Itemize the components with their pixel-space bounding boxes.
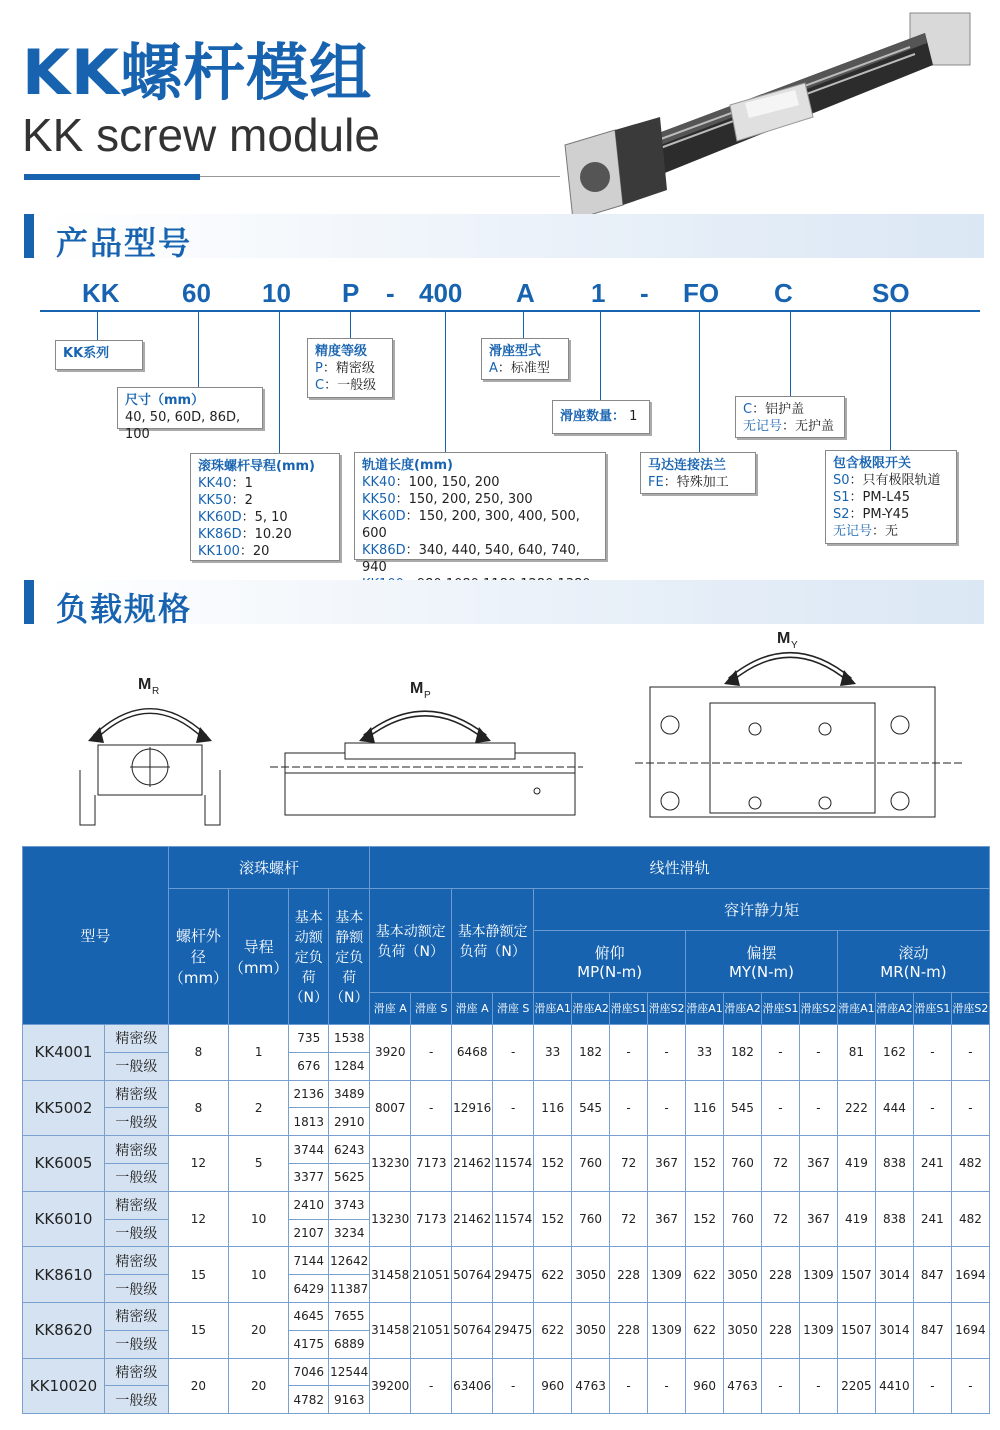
table-cell: 7173 bbox=[411, 1136, 452, 1192]
table-cell: 419 bbox=[837, 1191, 875, 1247]
table-cell: 10 bbox=[229, 1247, 289, 1303]
table-cell: 222 bbox=[837, 1080, 875, 1136]
table-cell: 1694 bbox=[951, 1247, 989, 1303]
table-cell: 545 bbox=[572, 1080, 610, 1136]
connector-line bbox=[790, 312, 791, 397]
table-cell: 152 bbox=[686, 1191, 724, 1247]
table-cell: 11387 bbox=[329, 1275, 370, 1303]
subheader-slider: 滑座S1 bbox=[913, 993, 951, 1025]
grade-cell: 精密级 bbox=[104, 1247, 168, 1275]
header-rail-static: 基本静额定负荷（N） bbox=[452, 889, 534, 993]
header-pitch: 俯仰 MP(N-m) bbox=[534, 931, 686, 993]
table-cell: - bbox=[951, 1025, 989, 1081]
model-cell: KK5002 bbox=[23, 1080, 105, 1136]
table-cell: - bbox=[913, 1025, 951, 1081]
subheader-slider: 滑座S1 bbox=[761, 993, 799, 1025]
table-cell: 3489 bbox=[329, 1080, 370, 1108]
model-cell: KK6005 bbox=[23, 1136, 105, 1192]
table-cell: 50764 bbox=[452, 1302, 493, 1358]
subheader-slider: 滑座 A bbox=[370, 993, 411, 1025]
table-cell: 676 bbox=[289, 1052, 329, 1080]
box-limit-switch: 包含极限开关 S0：只有极限轨道 S1：PM-L45 S2：PM-Y45 无记号：无 bbox=[825, 450, 957, 544]
table-cell: 4645 bbox=[289, 1302, 329, 1330]
table-cell: 2 bbox=[229, 1080, 289, 1136]
table-cell: - bbox=[610, 1025, 648, 1081]
table-cell: 81 bbox=[837, 1025, 875, 1081]
table-cell: 2410 bbox=[289, 1191, 329, 1219]
subheader-slider: 滑座 S bbox=[411, 993, 452, 1025]
table-cell: 152 bbox=[534, 1136, 572, 1192]
table-cell: 5625 bbox=[329, 1163, 370, 1191]
connector-line bbox=[350, 312, 351, 338]
grade-cell: 一般级 bbox=[104, 1219, 168, 1247]
grade-cell: 一般级 bbox=[104, 1108, 168, 1136]
header-linear-rail: 线性滑轨 bbox=[370, 847, 990, 889]
table-cell: 8 bbox=[168, 1080, 228, 1136]
section-header-load bbox=[24, 580, 984, 628]
table-cell: 1309 bbox=[799, 1247, 837, 1303]
table-cell: 847 bbox=[913, 1247, 951, 1303]
table-cell: 1 bbox=[229, 1025, 289, 1081]
table-cell: 760 bbox=[724, 1136, 762, 1192]
load-spec-table bbox=[22, 846, 990, 1414]
table-cell: 7173 bbox=[411, 1191, 452, 1247]
table-cell: 39200 bbox=[370, 1358, 411, 1414]
table-cell: 2205 bbox=[837, 1358, 875, 1414]
subheader-slider: 滑座A2 bbox=[572, 993, 610, 1025]
table-cell: 4763 bbox=[724, 1358, 762, 1414]
model-cell: KK10020 bbox=[23, 1358, 105, 1414]
table-cell: 482 bbox=[951, 1136, 989, 1192]
header-moment: 容许静力矩 bbox=[534, 889, 990, 931]
module-product-image bbox=[555, 5, 975, 220]
connector-line bbox=[279, 312, 280, 453]
table-cell: 2107 bbox=[289, 1219, 329, 1247]
diagram-roll-mr bbox=[70, 665, 230, 835]
table-cell: - bbox=[411, 1080, 452, 1136]
label-mr: M bbox=[138, 676, 152, 693]
table-cell: 9163 bbox=[329, 1386, 370, 1414]
section-title-load: 负载规格 bbox=[56, 590, 193, 628]
table-row bbox=[23, 1302, 990, 1330]
table-cell: 7046 bbox=[289, 1358, 329, 1386]
table-cell: 116 bbox=[534, 1080, 572, 1136]
table-cell: 7655 bbox=[329, 1302, 370, 1330]
connector-line bbox=[600, 312, 601, 400]
table-cell: 3050 bbox=[572, 1302, 610, 1358]
code-lead: 10 bbox=[262, 278, 291, 308]
table-cell: 1284 bbox=[329, 1052, 370, 1080]
header-rail-dynamic: 基本动额定负荷（N） bbox=[370, 889, 452, 993]
table-cell: - bbox=[761, 1080, 799, 1136]
subheader-slider: 滑座A1 bbox=[534, 993, 572, 1025]
table-cell: 7144 bbox=[289, 1247, 329, 1275]
table-row bbox=[23, 1136, 990, 1164]
box-size: 尺寸（mm） 40, 50, 60D, 86D, 100 bbox=[117, 387, 263, 429]
table-cell: 72 bbox=[610, 1136, 648, 1192]
header-dynamic-load: 基本动额定负荷（N） bbox=[289, 889, 329, 1025]
box-series: KK系列 bbox=[55, 340, 143, 370]
table-row bbox=[23, 1247, 990, 1275]
connector-line bbox=[890, 312, 891, 450]
table-cell: 50764 bbox=[452, 1247, 493, 1303]
subheader-slider: 滑座S1 bbox=[610, 993, 648, 1025]
section-title-model: 产品型号 bbox=[56, 224, 193, 262]
connector-line bbox=[97, 312, 98, 340]
table-cell: 182 bbox=[724, 1025, 762, 1081]
table-cell: 6468 bbox=[452, 1025, 493, 1081]
table-cell: 3050 bbox=[572, 1247, 610, 1303]
table-cell: 6889 bbox=[329, 1330, 370, 1358]
table-cell: 735 bbox=[289, 1025, 329, 1053]
table-cell: 63406 bbox=[452, 1358, 493, 1414]
header-roll: 滚动 MR(N-m) bbox=[837, 931, 989, 993]
table-cell: 960 bbox=[534, 1358, 572, 1414]
table-cell: - bbox=[610, 1358, 648, 1414]
table-cell: 21462 bbox=[452, 1191, 493, 1247]
model-cell: KK6010 bbox=[23, 1191, 105, 1247]
table-cell: 6243 bbox=[329, 1136, 370, 1164]
table-cell: 3050 bbox=[724, 1247, 762, 1303]
table-cell: 367 bbox=[648, 1191, 686, 1247]
table-cell: 13230 bbox=[370, 1136, 411, 1192]
table-cell: - bbox=[648, 1080, 686, 1136]
table-cell: 1309 bbox=[799, 1302, 837, 1358]
title-divider bbox=[200, 176, 560, 177]
table-cell: 182 bbox=[572, 1025, 610, 1081]
table-cell: 15 bbox=[168, 1247, 228, 1303]
table-cell: - bbox=[493, 1025, 534, 1081]
code-baseline bbox=[40, 310, 980, 312]
table-row bbox=[23, 1358, 990, 1386]
table-cell: 1309 bbox=[648, 1302, 686, 1358]
diagram-yaw-my bbox=[635, 625, 965, 825]
table-cell: 3050 bbox=[724, 1302, 762, 1358]
subheader-slider: 滑座A1 bbox=[837, 993, 875, 1025]
table-cell: 4175 bbox=[289, 1330, 329, 1358]
table-cell: - bbox=[913, 1080, 951, 1136]
table-cell: 152 bbox=[534, 1191, 572, 1247]
table-cell: 20 bbox=[168, 1358, 228, 1414]
table-cell: 960 bbox=[686, 1358, 724, 1414]
table-cell: - bbox=[411, 1358, 452, 1414]
table-cell: 760 bbox=[572, 1136, 610, 1192]
table-cell: - bbox=[411, 1025, 452, 1081]
code-dash: - bbox=[386, 278, 395, 308]
table-cell: 367 bbox=[799, 1191, 837, 1247]
grade-cell: 精密级 bbox=[104, 1358, 168, 1386]
table-cell: 444 bbox=[875, 1080, 913, 1136]
table-cell: 3743 bbox=[329, 1191, 370, 1219]
table-cell: - bbox=[648, 1025, 686, 1081]
table-cell: 13230 bbox=[370, 1191, 411, 1247]
table-cell: 8 bbox=[168, 1025, 228, 1081]
connector-line bbox=[699, 312, 700, 452]
table-cell: - bbox=[913, 1358, 951, 1414]
grade-cell: 一般级 bbox=[104, 1052, 168, 1080]
table-cell: 622 bbox=[534, 1302, 572, 1358]
table-cell: 622 bbox=[534, 1247, 572, 1303]
connector-line bbox=[198, 312, 199, 387]
code-count: 1 bbox=[591, 278, 606, 308]
table-cell: 622 bbox=[686, 1302, 724, 1358]
section-header-model bbox=[24, 214, 984, 262]
table-cell: 5 bbox=[229, 1136, 289, 1192]
grade-cell: 一般级 bbox=[104, 1163, 168, 1191]
table-cell: 21051 bbox=[411, 1247, 452, 1303]
label-my: M bbox=[777, 630, 791, 647]
code-switch: SO bbox=[872, 278, 910, 308]
table-cell: 228 bbox=[761, 1247, 799, 1303]
diagram-pitch-mp bbox=[265, 675, 585, 830]
table-cell: 72 bbox=[610, 1191, 648, 1247]
header-static-load: 基本静额定负荷（N） bbox=[329, 889, 370, 1025]
grade-cell: 精密级 bbox=[104, 1136, 168, 1164]
table-cell: 152 bbox=[686, 1136, 724, 1192]
grade-cell: 一般级 bbox=[104, 1275, 168, 1303]
connector-line bbox=[523, 312, 524, 338]
table-cell: 3014 bbox=[875, 1302, 913, 1358]
table-cell: 1694 bbox=[951, 1302, 989, 1358]
table-cell: 8007 bbox=[370, 1080, 411, 1136]
model-cell: KK8620 bbox=[23, 1302, 105, 1358]
table-cell: 241 bbox=[913, 1191, 951, 1247]
label-mp: M bbox=[410, 680, 424, 697]
table-cell: 1538 bbox=[329, 1025, 370, 1053]
subheader-slider: 滑座 A bbox=[452, 993, 493, 1025]
table-row bbox=[23, 1080, 990, 1108]
table-cell: - bbox=[648, 1358, 686, 1414]
table-cell: 1507 bbox=[837, 1302, 875, 1358]
code-kk: KK bbox=[82, 278, 120, 308]
subheader-slider: 滑座A2 bbox=[875, 993, 913, 1025]
subheader-slider: 滑座S2 bbox=[951, 993, 989, 1025]
table-cell: - bbox=[610, 1080, 648, 1136]
box-lead: 滚珠螺杆导程(mm) KK40：1 KK50：2 KK60D：5, 10 KK86D：10.20 KK100：20 bbox=[190, 453, 340, 561]
table-cell: 6429 bbox=[289, 1275, 329, 1303]
table-cell: 12 bbox=[168, 1136, 228, 1192]
header-yaw: 偏摆 MY(N-m) bbox=[686, 931, 838, 993]
grade-cell: 精密级 bbox=[104, 1025, 168, 1053]
table-cell: 11574 bbox=[493, 1136, 534, 1192]
table-cell: 760 bbox=[724, 1191, 762, 1247]
subheader-slider: 滑座 S bbox=[493, 993, 534, 1025]
table-cell: - bbox=[761, 1358, 799, 1414]
table-cell: 1813 bbox=[289, 1108, 329, 1136]
label-mp-sub: P bbox=[424, 690, 431, 701]
table-cell: 241 bbox=[913, 1136, 951, 1192]
table-cell: 20 bbox=[229, 1302, 289, 1358]
table-cell: 3920 bbox=[370, 1025, 411, 1081]
table-cell: 20 bbox=[229, 1358, 289, 1414]
code-size: 60 bbox=[182, 278, 211, 308]
code-dash: - bbox=[640, 278, 649, 308]
table-cell: - bbox=[799, 1025, 837, 1081]
table-cell: - bbox=[799, 1358, 837, 1414]
box-cover: C：铝护盖 无记号：无护盖 bbox=[735, 396, 845, 438]
table-cell: 2910 bbox=[329, 1108, 370, 1136]
code-precision: P bbox=[342, 278, 360, 308]
table-cell: 228 bbox=[610, 1247, 648, 1303]
table-cell: 1309 bbox=[648, 1247, 686, 1303]
table-cell: 31458 bbox=[370, 1247, 411, 1303]
table-cell: - bbox=[951, 1358, 989, 1414]
table-cell: 29475 bbox=[493, 1302, 534, 1358]
table-cell: 31458 bbox=[370, 1302, 411, 1358]
code-cover: C bbox=[774, 278, 793, 308]
code-length: 400 bbox=[419, 278, 463, 308]
table-cell: 367 bbox=[648, 1136, 686, 1192]
page-subtitle: KK screw module bbox=[22, 109, 380, 161]
table-cell: 116 bbox=[686, 1080, 724, 1136]
table-cell: 838 bbox=[875, 1136, 913, 1192]
table-cell: - bbox=[493, 1358, 534, 1414]
header-ball-screw: 滚珠螺杆 bbox=[168, 847, 369, 889]
code-slider: A bbox=[516, 278, 535, 308]
table-cell: 10 bbox=[229, 1191, 289, 1247]
table-row bbox=[23, 1025, 990, 1053]
table-cell: 3234 bbox=[329, 1219, 370, 1247]
table-cell: 162 bbox=[875, 1025, 913, 1081]
grade-cell: 精密级 bbox=[104, 1080, 168, 1108]
box-rail-length: 轨道长度(mm) KK40：100, 150, 200 KK50：150, 200, 250, 300 KK60D：150, 200, 300, 400, 500, 600 KK86D：340, 440, 540, 640, 740, 940 bbox=[354, 452, 606, 560]
connector-line bbox=[445, 312, 446, 452]
label-my-sub: Y bbox=[791, 640, 798, 651]
table-cell: 12642 bbox=[329, 1247, 370, 1275]
table-cell: 4782 bbox=[289, 1386, 329, 1414]
table-cell: 33 bbox=[686, 1025, 724, 1081]
box-slider-type: 滑座型式 A：标准型 bbox=[481, 338, 569, 380]
title-underline bbox=[24, 174, 200, 180]
model-cell: KK4001 bbox=[23, 1025, 105, 1081]
table-cell: 482 bbox=[951, 1191, 989, 1247]
table-cell: 838 bbox=[875, 1191, 913, 1247]
table-row bbox=[23, 1191, 990, 1219]
table-cell: 3377 bbox=[289, 1163, 329, 1191]
table-cell: 21462 bbox=[452, 1136, 493, 1192]
label-mr-sub: R bbox=[152, 686, 160, 697]
table-cell: 3744 bbox=[289, 1136, 329, 1164]
grade-cell: 精密级 bbox=[104, 1302, 168, 1330]
header-lead: 导程（mm） bbox=[229, 889, 289, 1025]
table-cell: - bbox=[799, 1080, 837, 1136]
table-cell: 1507 bbox=[837, 1247, 875, 1303]
table-cell: 760 bbox=[572, 1191, 610, 1247]
table-cell: 72 bbox=[761, 1191, 799, 1247]
grade-cell: 一般级 bbox=[104, 1386, 168, 1414]
table-cell: 12544 bbox=[329, 1358, 370, 1386]
subheader-slider: 滑座S2 bbox=[648, 993, 686, 1025]
subheader-slider: 滑座S2 bbox=[799, 993, 837, 1025]
table-cell: 11574 bbox=[493, 1191, 534, 1247]
subheader-slider: 滑座A2 bbox=[724, 993, 762, 1025]
table-cell: 12 bbox=[168, 1191, 228, 1247]
table-cell: 2136 bbox=[289, 1080, 329, 1108]
table-cell: 228 bbox=[761, 1302, 799, 1358]
table-cell: 3014 bbox=[875, 1247, 913, 1303]
table-cell: 367 bbox=[799, 1136, 837, 1192]
table-cell: 228 bbox=[610, 1302, 648, 1358]
box-slider-count: 滑座数量： 1 bbox=[552, 400, 650, 434]
table-cell: 29475 bbox=[493, 1247, 534, 1303]
table-cell: 12916 bbox=[452, 1080, 493, 1136]
table-cell: 622 bbox=[686, 1247, 724, 1303]
model-cell: KK8610 bbox=[23, 1247, 105, 1303]
table-cell: - bbox=[761, 1025, 799, 1081]
table-cell: 419 bbox=[837, 1136, 875, 1192]
table-cell: 847 bbox=[913, 1302, 951, 1358]
table-cell: 4410 bbox=[875, 1358, 913, 1414]
table-cell: 72 bbox=[761, 1136, 799, 1192]
table-cell: - bbox=[493, 1080, 534, 1136]
header-screw-od: 螺杆外径（mm） bbox=[168, 889, 228, 1025]
table-cell: 545 bbox=[724, 1080, 762, 1136]
header-model: 型号 bbox=[23, 847, 169, 1025]
box-flange: 马达连接法兰 FE：特殊加工 bbox=[640, 452, 756, 494]
grade-cell: 一般级 bbox=[104, 1330, 168, 1358]
table-cell: 15 bbox=[168, 1302, 228, 1358]
box-precision: 精度等级 P：精密级 C：一般级 bbox=[307, 338, 393, 398]
table-cell: 21051 bbox=[411, 1302, 452, 1358]
code-flange: FO bbox=[683, 278, 720, 308]
page-title: KK螺杆模组 bbox=[22, 36, 373, 109]
subheader-slider: 滑座A1 bbox=[686, 993, 724, 1025]
table-cell: 33 bbox=[534, 1025, 572, 1081]
grade-cell: 精密级 bbox=[104, 1191, 168, 1219]
table-cell: 4763 bbox=[572, 1358, 610, 1414]
table-cell: - bbox=[951, 1080, 989, 1136]
